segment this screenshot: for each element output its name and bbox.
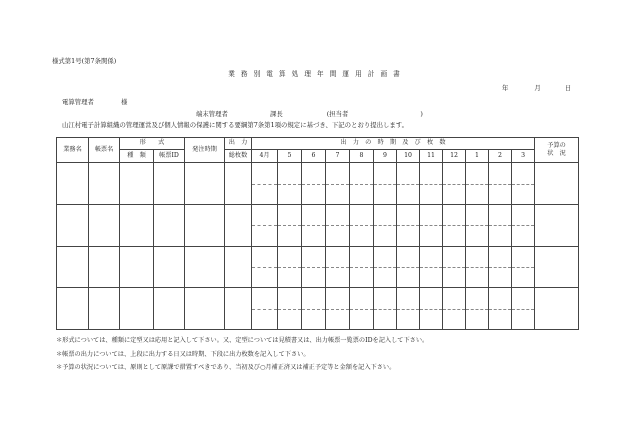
month-output-date-cell[interactable] [326, 288, 350, 309]
month-output-date-cell[interactable] [350, 246, 374, 267]
header-format-type: 種 類 [120, 150, 154, 163]
header-budget-status-line1: 予算の [547, 141, 566, 149]
month-output-count-cell[interactable] [278, 309, 302, 329]
month-output-date-cell[interactable] [278, 163, 302, 184]
month-output-count-cell[interactable] [466, 309, 489, 329]
month-output-date-cell[interactable] [443, 246, 466, 267]
month-output-count-cell[interactable] [397, 268, 420, 288]
month-output-count-cell[interactable] [350, 226, 374, 246]
header-total-count: 総枚数 [225, 150, 252, 163]
addressee-line [62, 99, 127, 105]
month-output-count-cell[interactable] [326, 268, 350, 288]
month-output-date-cell[interactable] [420, 246, 443, 267]
date-year-label: 年 [502, 84, 509, 92]
month-output-date-cell[interactable] [374, 205, 397, 226]
order-time-cell[interactable] [185, 288, 225, 330]
month-output-count-cell[interactable] [512, 226, 535, 246]
month-output-date-cell[interactable] [350, 163, 374, 184]
month-output-count-cell[interactable] [466, 226, 489, 246]
header-row-1 [57, 138, 579, 150]
month-output-date-cell[interactable] [252, 288, 278, 309]
header-row-2 [57, 150, 579, 163]
month-output-date-cell[interactable] [443, 288, 466, 309]
month-output-count-cell[interactable] [302, 268, 326, 288]
month-output-date-cell[interactable] [489, 163, 512, 184]
header-month: 9 [374, 150, 397, 163]
entry-row-top [57, 163, 579, 184]
header-month: 7 [326, 150, 350, 163]
month-output-count-cell[interactable] [420, 184, 443, 204]
month-output-count-cell[interactable] [512, 268, 535, 288]
month-output-date-cell[interactable] [397, 246, 420, 267]
entry-row-top [57, 246, 579, 267]
month-output-date-cell[interactable] [420, 163, 443, 184]
order-time-cell[interactable] [185, 246, 225, 288]
business-name-cell[interactable] [57, 288, 89, 330]
month-output-date-cell[interactable] [326, 163, 350, 184]
month-output-count-cell[interactable] [302, 226, 326, 246]
month-output-count-cell[interactable] [374, 268, 397, 288]
month-output-count-cell[interactable] [489, 309, 512, 329]
header-month: 10 [397, 150, 420, 163]
format-ledger-id-cell[interactable] [154, 246, 185, 288]
month-output-date-cell[interactable] [302, 288, 326, 309]
order-time-cell[interactable] [185, 205, 225, 247]
month-output-count-cell[interactable] [443, 226, 466, 246]
month-output-date-cell[interactable] [252, 163, 278, 184]
ledger-name-cell[interactable] [89, 246, 120, 288]
month-output-date-cell[interactable] [302, 246, 326, 267]
month-output-count-cell[interactable] [512, 309, 535, 329]
date-month-label: 月 [534, 84, 541, 92]
month-output-count-cell[interactable] [420, 309, 443, 329]
entry-row-top [57, 288, 579, 309]
month-output-date-cell[interactable] [397, 288, 420, 309]
header-month: 8 [350, 150, 374, 163]
budget-status-cell[interactable] [535, 205, 579, 247]
month-output-date-cell[interactable] [512, 288, 535, 309]
month-output-count-cell[interactable] [350, 184, 374, 204]
format-type-cell[interactable] [120, 205, 154, 247]
note-format: ＊形式については、種類に定型又は応用と記入して下さい。又、定型については見積書又は、出力帳票一覧票のIDを記入して下さい。 [56, 337, 429, 344]
month-output-date-cell[interactable] [374, 246, 397, 267]
month-output-count-cell[interactable] [252, 268, 278, 288]
month-output-count-cell[interactable] [443, 309, 466, 329]
ledger-name-cell[interactable] [89, 205, 120, 247]
header-month: 11 [420, 150, 443, 163]
manager-label: 電算管理者 [62, 98, 94, 106]
month-output-date-cell[interactable] [278, 288, 302, 309]
business-name-cell[interactable] [57, 246, 89, 288]
date-day-label: 日 [564, 84, 572, 92]
month-output-date-cell[interactable] [466, 288, 489, 309]
person-in-charge-close: ) [420, 110, 423, 118]
month-output-count-cell[interactable] [489, 184, 512, 204]
month-output-count-cell[interactable] [512, 184, 535, 204]
month-output-count-cell[interactable] [374, 309, 397, 329]
month-output-count-cell[interactable] [443, 184, 466, 204]
month-output-count-cell[interactable] [489, 268, 512, 288]
form-number-label: 様式第1号(第7条関係) [52, 57, 117, 65]
header-month: 4月 [252, 150, 278, 163]
header-ledger-name: 帳票名 [89, 138, 120, 163]
total-count-cell[interactable] [225, 205, 252, 247]
submitter-line [196, 111, 423, 117]
month-output-date-cell[interactable] [350, 205, 374, 226]
header-month: 5 [278, 150, 302, 163]
header-month: 1 [466, 150, 489, 163]
intro-text: 山江村電子計算組織の管理運営及び個人情報の保護に関する要綱第7条第1項の規定に基づき、下記のとおり提出します。 [62, 121, 409, 129]
section-chief-label: 課長 [269, 110, 283, 118]
note-output: ＊帳票の出力については、上段に出力する日又は時期、下段に出力枚数を記入して下さい。 [56, 351, 310, 358]
month-output-date-cell[interactable] [512, 246, 535, 267]
month-output-date-cell[interactable] [443, 163, 466, 184]
month-output-count-cell[interactable] [302, 309, 326, 329]
person-in-charge-label: (担当者 [326, 110, 349, 118]
format-ledger-id-cell[interactable] [154, 163, 185, 205]
month-output-count-cell[interactable] [466, 268, 489, 288]
month-output-count-cell[interactable] [374, 226, 397, 246]
budget-status-cell[interactable] [535, 163, 579, 205]
header-output-schedule: 出 力 の 時 期 及 び 枚 数 [252, 138, 535, 150]
month-output-date-cell[interactable] [466, 163, 489, 184]
month-output-date-cell[interactable] [278, 246, 302, 267]
ledger-name-cell[interactable] [89, 288, 120, 330]
terminal-manager-label: 端末管理者 [196, 110, 228, 118]
entry-row-top [57, 205, 579, 226]
format-ledger-id-cell[interactable] [154, 205, 185, 247]
month-output-date-cell[interactable] [374, 288, 397, 309]
month-output-count-cell[interactable] [350, 309, 374, 329]
month-output-count-cell[interactable] [326, 226, 350, 246]
format-type-cell[interactable] [120, 163, 154, 205]
month-output-date-cell[interactable] [420, 288, 443, 309]
month-output-count-cell[interactable] [489, 226, 512, 246]
month-output-count-cell[interactable] [278, 184, 302, 204]
format-type-cell[interactable] [120, 288, 154, 330]
month-output-date-cell[interactable] [326, 205, 350, 226]
business-name-cell[interactable] [57, 205, 89, 247]
month-output-count-cell[interactable] [397, 184, 420, 204]
month-output-date-cell[interactable] [489, 205, 512, 226]
month-output-date-cell[interactable] [489, 288, 512, 309]
order-time-cell[interactable] [185, 163, 225, 205]
header-order-time: 発注時期 [185, 138, 225, 163]
month-output-count-cell[interactable] [302, 184, 326, 204]
month-output-count-cell[interactable] [252, 184, 278, 204]
month-output-count-cell[interactable] [278, 226, 302, 246]
budget-status-cell[interactable] [535, 288, 579, 330]
header-output: 出 力 [225, 138, 252, 150]
header-month: 12 [443, 150, 466, 163]
month-output-date-cell[interactable] [302, 163, 326, 184]
month-output-count-cell[interactable] [326, 184, 350, 204]
header-business-name: 業務名 [57, 138, 89, 163]
annual-plan-table [56, 137, 579, 330]
header-budget-status [535, 138, 579, 163]
month-output-count-cell[interactable] [466, 184, 489, 204]
month-output-date-cell[interactable] [443, 205, 466, 226]
month-output-date-cell[interactable] [278, 205, 302, 226]
month-output-date-cell[interactable] [252, 205, 278, 226]
month-output-count-cell[interactable] [443, 268, 466, 288]
format-ledger-id-cell[interactable] [154, 288, 185, 330]
month-output-date-cell[interactable] [466, 205, 489, 226]
month-output-date-cell[interactable] [397, 163, 420, 184]
month-output-date-cell[interactable] [420, 205, 443, 226]
month-output-count-cell[interactable] [397, 226, 420, 246]
month-output-date-cell[interactable] [326, 246, 350, 267]
month-output-count-cell[interactable] [278, 268, 302, 288]
month-output-date-cell[interactable] [512, 205, 535, 226]
total-count-cell[interactable] [225, 288, 252, 330]
header-month: 6 [302, 150, 326, 163]
month-output-date-cell[interactable] [512, 163, 535, 184]
ledger-name-cell[interactable] [89, 163, 120, 205]
month-output-date-cell[interactable] [302, 205, 326, 226]
header-month: 3 [512, 150, 535, 163]
month-output-count-cell[interactable] [350, 268, 374, 288]
month-output-count-cell[interactable] [326, 309, 350, 329]
format-type-cell[interactable] [120, 246, 154, 288]
date-line [502, 85, 571, 91]
month-output-date-cell[interactable] [252, 246, 278, 267]
month-output-date-cell[interactable] [466, 246, 489, 267]
month-output-date-cell[interactable] [489, 246, 512, 267]
header-budget-status-line2: 状 況 [547, 150, 566, 158]
note-budget: ＊予算の状況については、原則として原課で措置すべきであり、当初及び○月補正済又は補正予定等と金額を記入下さい。 [56, 364, 396, 371]
month-output-count-cell[interactable] [420, 226, 443, 246]
total-count-cell[interactable] [225, 163, 252, 205]
month-output-count-cell[interactable] [252, 226, 278, 246]
month-output-count-cell[interactable] [420, 268, 443, 288]
header-format: 形 式 [120, 138, 185, 150]
header-format-ledger-id: 帳票ID [154, 150, 185, 163]
month-output-count-cell[interactable] [252, 309, 278, 329]
budget-status-cell[interactable] [535, 246, 579, 288]
month-output-date-cell[interactable] [374, 163, 397, 184]
month-output-date-cell[interactable] [350, 288, 374, 309]
month-output-count-cell[interactable] [397, 309, 420, 329]
manager-honorific: 様 [120, 98, 128, 106]
header-month: 2 [489, 150, 512, 163]
document-title: 業 務 別 電 算 処 理 年 間 運 用 計 画 書 [228, 70, 402, 78]
total-count-cell[interactable] [225, 246, 252, 288]
month-output-date-cell[interactable] [397, 205, 420, 226]
month-output-count-cell[interactable] [374, 184, 397, 204]
business-name-cell[interactable] [57, 163, 89, 205]
